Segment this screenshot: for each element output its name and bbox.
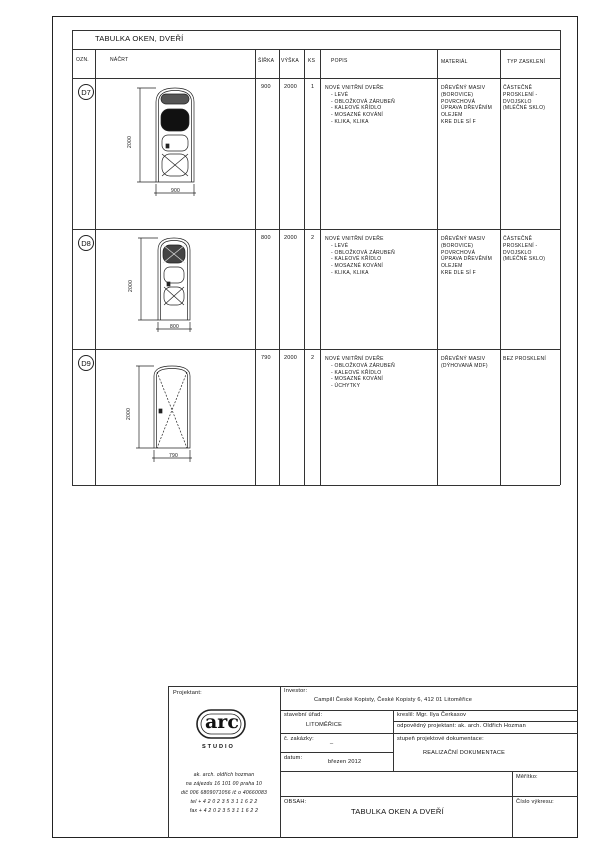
header-typ: TYP ZASKLENÍ [507, 59, 546, 65]
typ-line: (MLÉČNÉ SKLO) [503, 256, 546, 263]
popis-line: - MOSAZNÉ KOVÁNÍ [331, 112, 384, 119]
sketch-dim-width: 900 [171, 188, 181, 194]
typ-line: DVOJSKLO [503, 98, 532, 105]
tb-line-mid [280, 686, 281, 838]
typ-line: PROSKLENÍ - [503, 91, 538, 98]
obsah-label: OBSAH: [284, 799, 307, 805]
popis-line: NOVÉ VNITŘNÍ DVEŘE [325, 356, 384, 362]
studio-line: tel + 4 2 0 2 3 5 3 1 1 6 2 2 [190, 799, 258, 805]
tb-line-urad-bottom [280, 733, 578, 734]
urad-value: LITOMĚŘICE [306, 722, 343, 728]
tb-line-meritko-bottom [280, 796, 578, 797]
header-sirka: ŠÍŘKA [258, 58, 275, 64]
popis-line: NOVÉ VNITŘNÍ DVEŘE [325, 85, 384, 91]
logo-text: arc [205, 711, 239, 733]
typ-line: DVOJSKLO [503, 249, 532, 256]
material-line: ÚPRAVA DŘEVĚNÍM [441, 256, 493, 263]
header-nacrt: NÁČRT [110, 57, 129, 63]
typ-line: ČÁSTEČNĚ [503, 85, 533, 91]
header-material: MATERIÁL [441, 59, 468, 65]
projektant-label: Projektant: [173, 690, 202, 696]
investor-value: Campill České Kopisty, České Kopisty 6, 412 01 Litoměřice [314, 697, 473, 703]
material-line: OLEJEM [441, 112, 463, 119]
material-line: DŘEVĚNÝ MASIV [441, 85, 486, 91]
popis-line: - OBLOŽKOVÁ ZÁRUBEŇ [331, 362, 395, 369]
studio-line: ak. arch. oldřich hozman [193, 772, 255, 778]
studio-address [170, 771, 278, 816]
typ-line: BEZ PROSKLENÍ [503, 356, 546, 362]
stupen-value: REALIZAČNÍ DOKUMENTACE [423, 750, 505, 756]
material-line: (BOROVICE) [441, 242, 474, 249]
tb-line-v2 [512, 771, 513, 838]
table-title: TABULKA OKEN, DVEŘÍ [95, 34, 184, 43]
tb-line-v1 [393, 710, 394, 771]
cell-sirka: 790 [261, 355, 271, 361]
material-line: (BOROVICE) [441, 91, 474, 98]
header-ks: KS [308, 58, 316, 64]
material-line: POVRCHOVÁ [441, 249, 476, 256]
material-line: (DÝHOVANÁ MDF) [441, 362, 488, 369]
investor-label: Investor: [284, 688, 308, 694]
material-line: KRE DLE SÍ F [441, 269, 476, 276]
material-line: DŘEVĚNÝ MASIV [441, 236, 486, 242]
popis-line: - KALEOVÉ KŘÍDLO [331, 256, 382, 263]
tb-line-left [168, 686, 169, 838]
obsah-value: TABULKA OKEN A DVEŘÍ [351, 807, 444, 816]
zakazka-value: _ [330, 739, 334, 745]
typ-line: (MLÉČNÉ SKLO) [503, 105, 546, 112]
tb-line-datum-bottom [280, 771, 578, 772]
tb-line-zakazka-bottom [280, 752, 393, 753]
cislo-vykresu-label: Číslo výkresu: [516, 799, 554, 805]
typ-line: ČÁSTEČNĚ [503, 236, 533, 242]
studio-line: fax + 4 2 0 2 3 5 3 1 1 6 2 2 [189, 808, 259, 814]
datum-label: datum: [284, 755, 303, 761]
popis-line: - MOSAZNÉ KOVÁNÍ [331, 263, 384, 270]
meritko-label: Měřítko: [516, 774, 538, 780]
datum-value: březen 2012 [328, 759, 362, 765]
header-popis: POPIS [331, 58, 348, 64]
door-id-label: D8 [78, 235, 94, 251]
popis-line: - MOSAZNÉ KOVÁNÍ [331, 376, 384, 383]
popis-line: - LEVÉ [331, 242, 349, 249]
popis-line: - OBLOŽKOVÁ ZÁRUBEŇ [331, 249, 395, 256]
popis-line: - KLIKA, KLIKA [331, 269, 369, 276]
cell-vyska: 2000 [284, 235, 298, 241]
studio-text: S T U D I O [202, 744, 234, 750]
urad-label: stavební úřad: [284, 712, 323, 718]
cell-ks: 2 [311, 355, 315, 361]
sketch-dim-height: 2000 [127, 135, 133, 148]
material-line: POVRCHOVÁ [441, 98, 476, 105]
cell-vyska: 2000 [284, 355, 298, 361]
typ-line: PROSKLENÍ - [503, 242, 538, 249]
door-id-label: D7 [78, 84, 94, 100]
stupen-label: stupeň projektové dokumentace: [397, 736, 484, 742]
cell-ks: 2 [311, 235, 315, 241]
header-ozn: OZN. [76, 57, 89, 63]
tb-line-top [168, 686, 578, 687]
sketch-dim-width: 790 [169, 453, 179, 459]
door-id-label: D9 [78, 355, 94, 371]
material-line: DŘEVĚNÝ MASIV [441, 356, 486, 362]
tb-line-kreslil-bottom [393, 721, 578, 722]
tb-line-investor-bottom [280, 710, 578, 711]
studio-line: na zájezdu 16 101 00 praha 10 [185, 781, 263, 787]
popis-line: - KALEOVÉ KŘÍDLO [331, 105, 382, 112]
popis-line: NOVÉ VNITŘNÍ DVEŘE [325, 236, 384, 242]
odpovedny-value: odpovědný projektant: ak. arch. Oldřich Hozman [397, 723, 526, 729]
material-line: KRE DLE SÍ F [441, 118, 476, 125]
material-line: ÚPRAVA DŘEVĚNÍM [441, 105, 493, 112]
cell-sirka: 800 [261, 235, 271, 241]
sketch-dim-height: 2000 [126, 407, 132, 420]
studio-line: dič 006 6809071056 ič o 40660083 [180, 790, 268, 796]
popis-line: - KALEOVÉ KŘÍDLO [331, 369, 382, 376]
zakazka-label: č. zakázky: [284, 736, 314, 742]
cell-ks: 1 [311, 84, 315, 90]
studio-logo [196, 709, 246, 749]
kreslil-value: kreslil: Mgr. Ilya Čerkasov [397, 712, 467, 718]
cell-sirka: 900 [261, 84, 271, 90]
popis-line: - KLIKA, KLIKA [331, 118, 369, 125]
sketch-dim-height: 2000 [128, 279, 134, 292]
popis-line: - ÚCHYTKY [331, 383, 361, 390]
header-vyska: VÝŠKA [281, 58, 299, 64]
sketch-dim-width: 800 [170, 324, 180, 330]
cell-vyska: 2000 [284, 84, 298, 90]
material-line: OLEJEM [441, 263, 463, 270]
popis-line: - LEVÉ [331, 91, 349, 98]
popis-line: - OBLOŽKOVÁ ZÁRUBEŇ [331, 98, 395, 105]
